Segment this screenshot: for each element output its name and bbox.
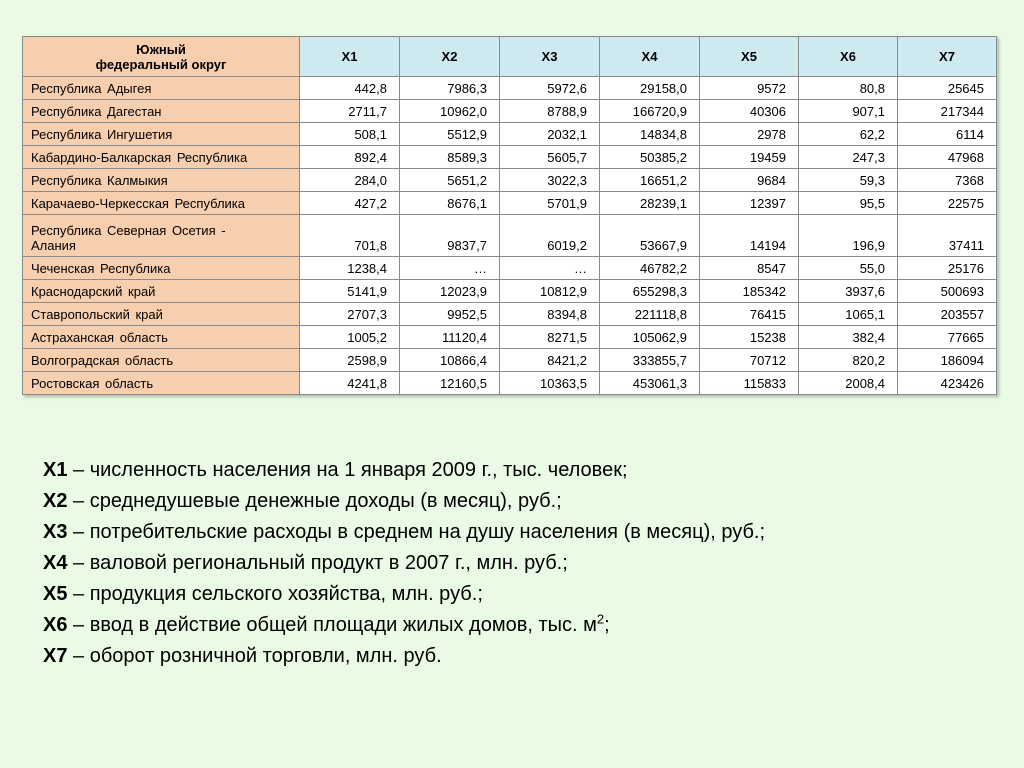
cell-x4: 655298,3 [600, 280, 700, 303]
cell-x5: 8547 [700, 257, 799, 280]
cell-x4: 53667,9 [600, 215, 700, 257]
cell-x4: 333855,7 [600, 349, 700, 372]
cell-x7: 25645 [898, 77, 997, 100]
cell-x7: 47968 [898, 146, 997, 169]
cell-x2: 8589,3 [400, 146, 500, 169]
table-row [23, 169, 997, 192]
cell-x6: 95,5 [799, 192, 898, 215]
table-row [23, 100, 997, 123]
legend-text: – продукция сельского хозяйства, млн. руб.; [67, 583, 483, 605]
cell-x6: 1065,1 [799, 303, 898, 326]
cell-x5: 12397 [700, 192, 799, 215]
table-row [23, 123, 997, 146]
cell-x6: 382,4 [799, 326, 898, 349]
cell-x5: 70712 [700, 349, 799, 372]
column-header-x1: X1 [300, 37, 400, 77]
region-name: Республика Адыгея [23, 77, 300, 100]
region-name: Республика Ингушетия [23, 123, 300, 146]
cell-x3: 2032,1 [500, 123, 600, 146]
cell-x3: 10363,5 [500, 372, 600, 395]
cell-x7: 25176 [898, 257, 997, 280]
cell-x1: 1005,2 [300, 326, 400, 349]
cell-x6: 247,3 [799, 146, 898, 169]
table-row [23, 77, 997, 100]
cell-x4: 50385,2 [600, 146, 700, 169]
cell-x3: 8421,2 [500, 349, 600, 372]
cell-x1: 2707,3 [300, 303, 400, 326]
cell-x3: 5605,7 [500, 146, 600, 169]
legend-key: X2 [43, 490, 68, 512]
cell-x2: 12023,9 [400, 280, 500, 303]
cell-x3: 5972,6 [500, 77, 600, 100]
cell-x4: 28239,1 [600, 192, 700, 215]
cell-x2: 10962,0 [400, 100, 500, 123]
cell-x1: 2598,9 [300, 349, 400, 372]
cell-x1: 427,2 [300, 192, 400, 215]
cell-x5: 40306 [700, 100, 799, 123]
cell-x1: 701,8 [300, 215, 400, 257]
table-row [23, 326, 997, 349]
cell-x7: 77665 [898, 326, 997, 349]
column-header-x5: X5 [700, 37, 799, 77]
table-row [23, 257, 997, 280]
cell-x1: 5141,9 [300, 280, 400, 303]
cell-x4: 16651,2 [600, 169, 700, 192]
cell-x5: 115833 [700, 372, 799, 395]
cell-x7: 423426 [898, 372, 997, 395]
cell-x5: 9684 [700, 169, 799, 192]
cell-x2: 10866,4 [400, 349, 500, 372]
region-name: Республика Калмыкия [23, 169, 300, 192]
cell-x3: 8394,8 [500, 303, 600, 326]
cell-x3: 8271,5 [500, 326, 600, 349]
cell-x7: 7368 [898, 169, 997, 192]
cell-x4: 453061,3 [600, 372, 700, 395]
cell-x7: 6114 [898, 123, 997, 146]
cell-x7: 186094 [898, 349, 997, 372]
cell-x4: 221118,8 [600, 303, 700, 326]
legend-item-x7 [43, 641, 1003, 672]
legend-text: – среднедушевые денежные доходы (в месяц), руб.; [67, 490, 562, 512]
statistics-table [22, 36, 997, 395]
region-column-header [23, 37, 300, 77]
cell-x7: 37411 [898, 215, 997, 257]
column-header-x2: X2 [400, 37, 500, 77]
cell-x4: 29158,0 [600, 77, 700, 100]
legend-tail: ; [604, 614, 610, 636]
cell-x2: 5651,2 [400, 169, 500, 192]
cell-x1: 4241,8 [300, 372, 400, 395]
table-row [23, 372, 997, 395]
legend-text: – валовой региональный продукт в 2007 г., млн. руб.; [67, 552, 568, 574]
region-name: Астраханская область [23, 326, 300, 349]
cell-x4: 14834,8 [600, 123, 700, 146]
table-row [23, 280, 997, 303]
legend-item-x2 [43, 486, 1003, 517]
region-header-line2: федеральный округ [95, 56, 227, 72]
legend-item-x6 [43, 610, 1003, 641]
cell-x6: 59,3 [799, 169, 898, 192]
legend-item-x5 [43, 579, 1003, 610]
cell-x7: 203557 [898, 303, 997, 326]
cell-x7: 500693 [898, 280, 997, 303]
legend-text: – оборот розничной торговли, млн. руб. [67, 645, 442, 667]
cell-x1: 442,8 [300, 77, 400, 100]
legend-key: X4 [43, 552, 68, 574]
cell-x4: 105062,9 [600, 326, 700, 349]
legend-item-x1 [43, 455, 1003, 486]
cell-x1: 284,0 [300, 169, 400, 192]
region-name: Карачаево-Черкесская Республика [23, 192, 300, 215]
cell-x5: 9572 [700, 77, 799, 100]
cell-x7: 22575 [898, 192, 997, 215]
legend-text: – ввод в действие общей площади жилых домов, тыс. м [67, 614, 597, 636]
cell-x5: 185342 [700, 280, 799, 303]
legend-key: X6 [43, 614, 68, 636]
cell-x6: 55,0 [799, 257, 898, 280]
cell-x5: 19459 [700, 146, 799, 169]
cell-x2: 5512,9 [400, 123, 500, 146]
cell-x1: 508,1 [300, 123, 400, 146]
cell-x6: 196,9 [799, 215, 898, 257]
column-header-x3: X3 [500, 37, 600, 77]
column-header-x6: X6 [799, 37, 898, 77]
cell-x2: 12160,5 [400, 372, 500, 395]
cell-x6: 80,8 [799, 77, 898, 100]
region-name: Ростовская область [23, 372, 300, 395]
legend-key: X5 [43, 583, 68, 605]
cell-x2: 9837,7 [400, 215, 500, 257]
cell-x5: 2978 [700, 123, 799, 146]
legend-text: – потребительские расходы в среднем на душу населения (в месяц), руб.; [67, 521, 766, 543]
cell-x2: 7986,3 [400, 77, 500, 100]
cell-x2: 8676,1 [400, 192, 500, 215]
region-name: Ставропольский край [23, 303, 300, 326]
region-name: Республика Дагестан [23, 100, 300, 123]
cell-x6: 3937,6 [799, 280, 898, 303]
legend-key: X1 [43, 459, 68, 481]
legend-key: X7 [43, 645, 68, 667]
cell-x6: 820,2 [799, 349, 898, 372]
cell-x3: 10812,9 [500, 280, 600, 303]
cell-x2: … [400, 257, 500, 280]
cell-x6: 907,1 [799, 100, 898, 123]
region-name: Кабардино-Балкарская Республика [23, 146, 300, 169]
cell-x3: 8788,9 [500, 100, 600, 123]
table-row [23, 146, 997, 169]
cell-x5: 76415 [700, 303, 799, 326]
cell-x3: 3022,3 [500, 169, 600, 192]
cell-x1: 892,4 [300, 146, 400, 169]
column-header-x4: X4 [600, 37, 700, 77]
region-name [23, 215, 300, 257]
cell-x5: 15238 [700, 326, 799, 349]
cell-x3: … [500, 257, 600, 280]
table-row [23, 215, 997, 257]
table-header-row [23, 37, 997, 77]
cell-x2: 11120,4 [400, 326, 500, 349]
legend-text: – численность населения на 1 января 2009 г., тыс. человек; [67, 459, 628, 481]
table-row [23, 349, 997, 372]
variables-legend [43, 455, 1003, 672]
region-name: Волгоградская область [23, 349, 300, 372]
legend-item-x3 [43, 517, 1003, 548]
legend-superscript: 2 [596, 611, 605, 627]
region-header-line1: Южный [136, 41, 186, 57]
region-name: Чеченская Республика [23, 257, 300, 280]
cell-x3: 6019,2 [500, 215, 600, 257]
cell-x6: 2008,4 [799, 372, 898, 395]
cell-x1: 1238,4 [300, 257, 400, 280]
cell-x5: 14194 [700, 215, 799, 257]
region-name: Краснодарский край [23, 280, 300, 303]
region-name-line1: Республика Северная Осетия - [31, 223, 226, 238]
region-name-line2: Алания [31, 238, 76, 253]
legend-key: X3 [43, 521, 68, 543]
table-row [23, 192, 997, 215]
cell-x1: 2711,7 [300, 100, 400, 123]
column-header-x7: X7 [898, 37, 997, 77]
cell-x4: 46782,2 [600, 257, 700, 280]
cell-x2: 9952,5 [400, 303, 500, 326]
cell-x3: 5701,9 [500, 192, 600, 215]
cell-x4: 166720,9 [600, 100, 700, 123]
legend-item-x4 [43, 548, 1003, 579]
cell-x6: 62,2 [799, 123, 898, 146]
table-row [23, 303, 997, 326]
cell-x7: 217344 [898, 100, 997, 123]
